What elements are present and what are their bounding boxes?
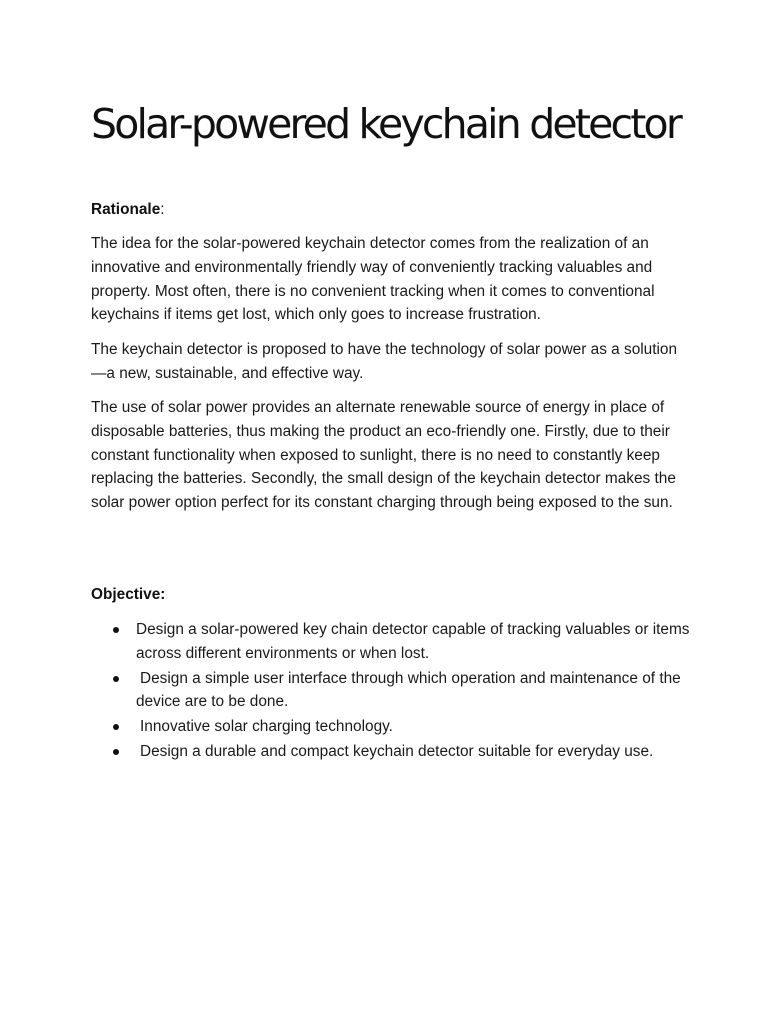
rationale-heading-colon: :: [160, 201, 165, 218]
bullet-icon: [113, 627, 119, 633]
document-title: Solar-powered keychain detector: [91, 100, 680, 148]
objective-heading-line: [91, 584, 165, 606]
bullet-icon: [113, 676, 119, 682]
objective-bullet-1: Design a solar-powered key chain detector capable of tracking valuables or items across different environments or when lost.: [136, 621, 690, 662]
rationale-paragraph-1: The idea for the solar-powered keychain detector comes from the realization of an innovative and environmentally friendly way of conveniently tracking valuables and property. Most often, there is no convenient tracking when it comes to conventional keychains if items get lost, which only goes to increase frustration.: [91, 235, 655, 324]
rationale-heading: Rationale: [91, 201, 161, 218]
objective-list: [91, 618, 691, 765]
bullet-icon: [113, 749, 119, 755]
list-item: [91, 618, 691, 666]
list-item: [91, 715, 691, 739]
bullet-icon: [113, 724, 119, 730]
objective-heading: Objective:: [91, 586, 166, 603]
list-item: [91, 667, 691, 715]
list-item: [91, 740, 691, 764]
rationale-paragraph-3: The use of solar power provides an alternate renewable source of energy in place of disposable batteries, thus making the product an eco-friendly one. Firstly, due to their constant functionality when exposed to sunlight, there is no need to constantly keep replacing the batteries. Secondly, the small design of the keychain detector makes the solar power option perfect for its constant charging through being exposed to the sun.: [91, 399, 676, 512]
rationale-paragraph-2: The keychain detector is proposed to have the technology of solar power as a solution—a new, sustainable, and effective way.: [91, 341, 678, 382]
objective-bullet-2: Design a simple user interface through which operation and maintenance of the device are to be done.: [136, 669, 681, 711]
objective-bullet-3: Innovative solar charging technology.: [140, 718, 393, 736]
objective-bullet-4: Design a durable and compact keychain detector suitable for everyday use.: [140, 742, 654, 760]
rationale-heading-line: [91, 199, 165, 221]
